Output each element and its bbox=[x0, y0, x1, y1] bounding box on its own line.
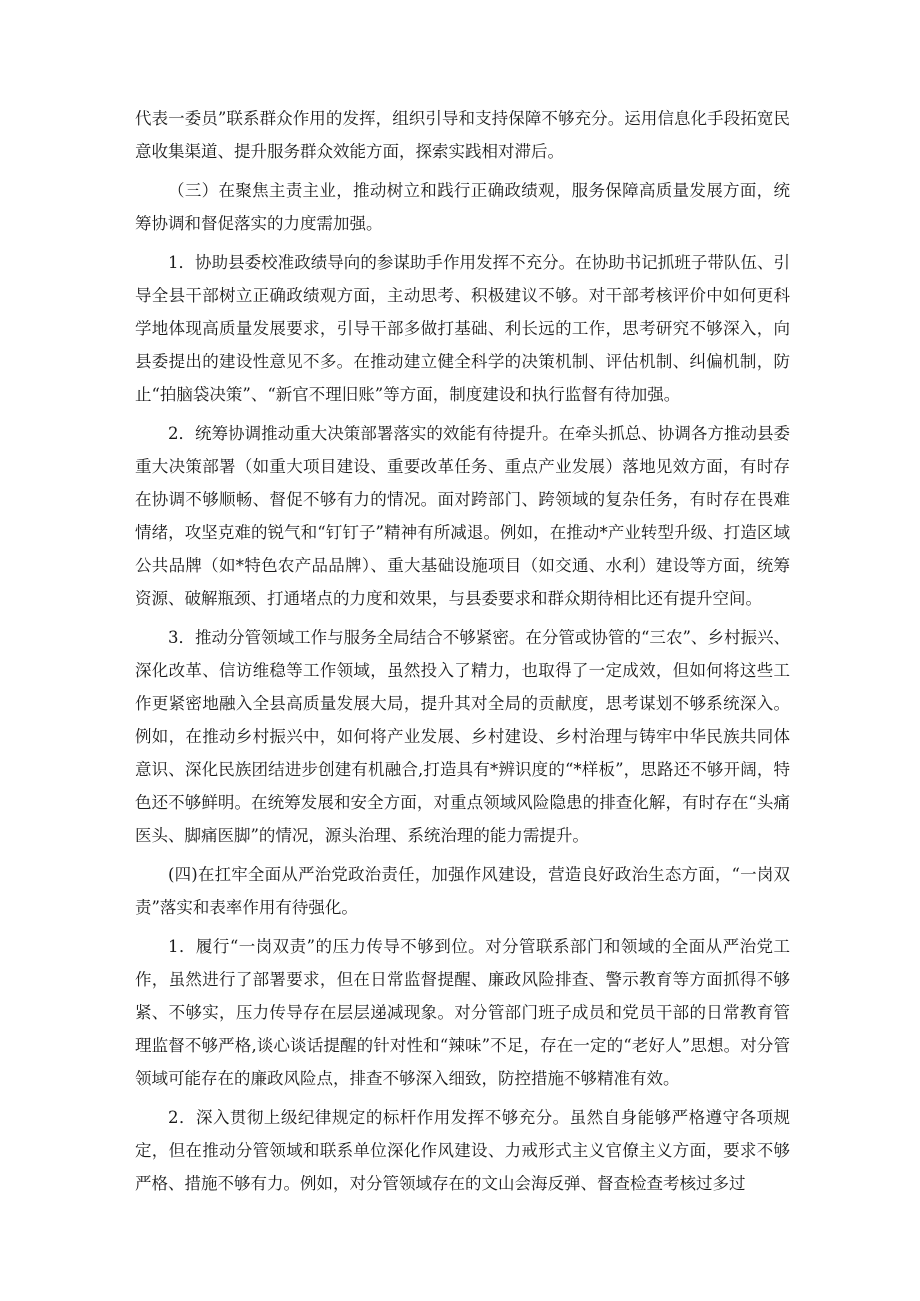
section-heading-3: （三）在聚焦主责主业，推动树立和践行正确政绩观，服务保障高质量发展方面，统筹协调和督促落实的力度需加强。 bbox=[135, 181, 790, 233]
paragraph-4-2: 2．深入贯彻上级纪律规定的标杆作用发挥不够充分。虽然自身能够严格遵守各项规定，但在推动分管领域和联系单位深化作风建设、力戒形式主义官僚主义方面，要求不够严格、措施不够有力。例如，对分管领域存在的文山会海反弹、督查检查考核过多过 bbox=[135, 1108, 790, 1193]
paragraph-4-1: 1．履行“一岗双责”的压力传导不够到位。对分管联系部门和领域的全面从严治党工作，虽然进行了部署要求，但在日常监督提醒、廉政风险排查、警示教育等方面抓得不够紧、不够实，压力传导存在层层递减现象。对分管部门班子成员和党员干部的日常教育管理监督不够严格,谈心谈话提醒的针对性和“辣味”不足，存在一定的“老好人”思想。对分管领域可能存在的廉政风险点，排查不够深入细致，防控措施不够精准有效。 bbox=[135, 937, 790, 1088]
paragraph-3-1: 1．协助县委校准政绩导向的参谋助手作用发挥不充分。在协助书记抓班子带队伍、引导全县干部树立正确政绩观方面，主动思考、积极建议不够。对干部考核评价中如何更科学地体现高质量发展要求，引导干部多做打基础、利长远的工作，思考研究不够深入，向县委提出的建设性意见不多。在推动建立健全科学的决策机制、评估机制、纠偏机制，防止“拍脑袋决策”、“新官不理旧账”等方面，制度建设和执行监督有待加强。 bbox=[135, 253, 790, 404]
document-body bbox=[135, 102, 790, 1206]
paragraph-3-2: 2．统筹协调推动重大决策部署落实的效能有待提升。在牵头抓总、协调各方推动县委重大决策部署（如重大项目建设、重要改革任务、重点产业发展）落地见效方面，有时存在协调不够顺畅、督促不够有力的情况。面对跨部门、跨领域的复杂任务，有时存在畏难情绪，攻坚克难的锐气和“钉钉子”精神有所减退。例如，在推动*产业转型升级、打造区域公共品牌（如*特色农产品品牌）、重大基础设施项目（如交通、水利）建设等方面，统筹资源、破解瓶颈、打通堵点的力度和效果，与县委要求和群众期待相比还有提升空间。 bbox=[135, 424, 790, 608]
paragraph-3-3: 3．推动分管领域工作与服务全局结合不够紧密。在分管或协管的“三农”、乡村振兴、深化改革、信访维稳等工作领域，虽然投入了精力，也取得了一定成效，但如何将这些工作更紧密地融入全县高质量发展大局，提升其对全局的贡献度，思考谋划不够系统深入。例如，在推动乡村振兴中，如何将产业发展、乡村建设、乡村治理与铸牢中华民族共同体意识、深化民族团结进步创建有机融合,打造具有*辨识度的“*样板”，思路还不够开阔，特色还不够鲜明。在统筹发展和安全方面，对重点领域风险隐患的排查化解，有时存在“头痛医头、脚痛医脚”的情况，源头治理、系统治理的能力需提升。 bbox=[135, 628, 790, 845]
section-heading-4: (四)在扛牢全面从严治党政治责任，加强作风建设，营造良好政治生态方面，“一岗双责”落实和表率作用有待强化。 bbox=[135, 865, 790, 917]
paragraph-continuation: 代表一委员”联系群众作用的发挥，组织引导和支持保障不够充分。运用信息化手段拓宽民意收集渠道、提升服务群众效能方面，探索实践相对滞后。 bbox=[135, 109, 790, 161]
